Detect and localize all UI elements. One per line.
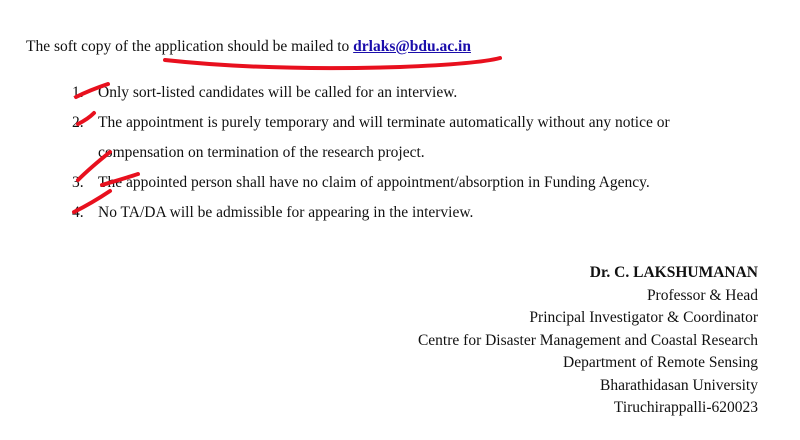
list-item — [72, 78, 728, 108]
list-item-number: 2. — [72, 114, 84, 131]
list-item — [72, 168, 728, 198]
list-item-number: 4. — [72, 204, 84, 221]
signatory-line: Tiruchirappalli-620023 — [613, 399, 758, 416]
signature-block — [418, 262, 758, 420]
list-item-text: The appointed person shall have no claim of appointment/absorption in Funding Agency. — [98, 174, 650, 191]
list-item-text: Only sort-listed candidates will be called for an interview. — [98, 84, 458, 101]
signatory-line: Centre for Disaster Management and Coastal Research — [417, 331, 758, 349]
list-item-number: 1. — [72, 84, 84, 101]
signatory-line: Department of Remote Sensing — [563, 354, 758, 371]
signatory-line: Professor & Head — [646, 286, 758, 304]
list-item-number: 3. — [72, 174, 84, 191]
email-instruction — [26, 38, 471, 56]
list-item-text: No TA/DA will be admissible for appearing in the interview. — [98, 204, 474, 221]
list-item-text: The appointment is purely temporary and will terminate automatically without any notice or compensation on termination of the research project. — [98, 114, 670, 161]
conditions-list — [72, 78, 728, 228]
list-item — [72, 108, 728, 168]
signatory-line: Bharathidasan University — [600, 376, 758, 394]
email-instruction-text: The soft copy of the application should be mailed to — [26, 38, 350, 55]
red-underline-stroke — [165, 58, 500, 68]
signatory-line: Principal Investigator & Coordinator — [529, 309, 758, 326]
list-item — [72, 198, 728, 228]
email-link[interactable]: drlaks@bdu.ac.in — [353, 38, 471, 55]
signatory-name: Dr. C. LAKSHUMANAN — [589, 264, 758, 281]
